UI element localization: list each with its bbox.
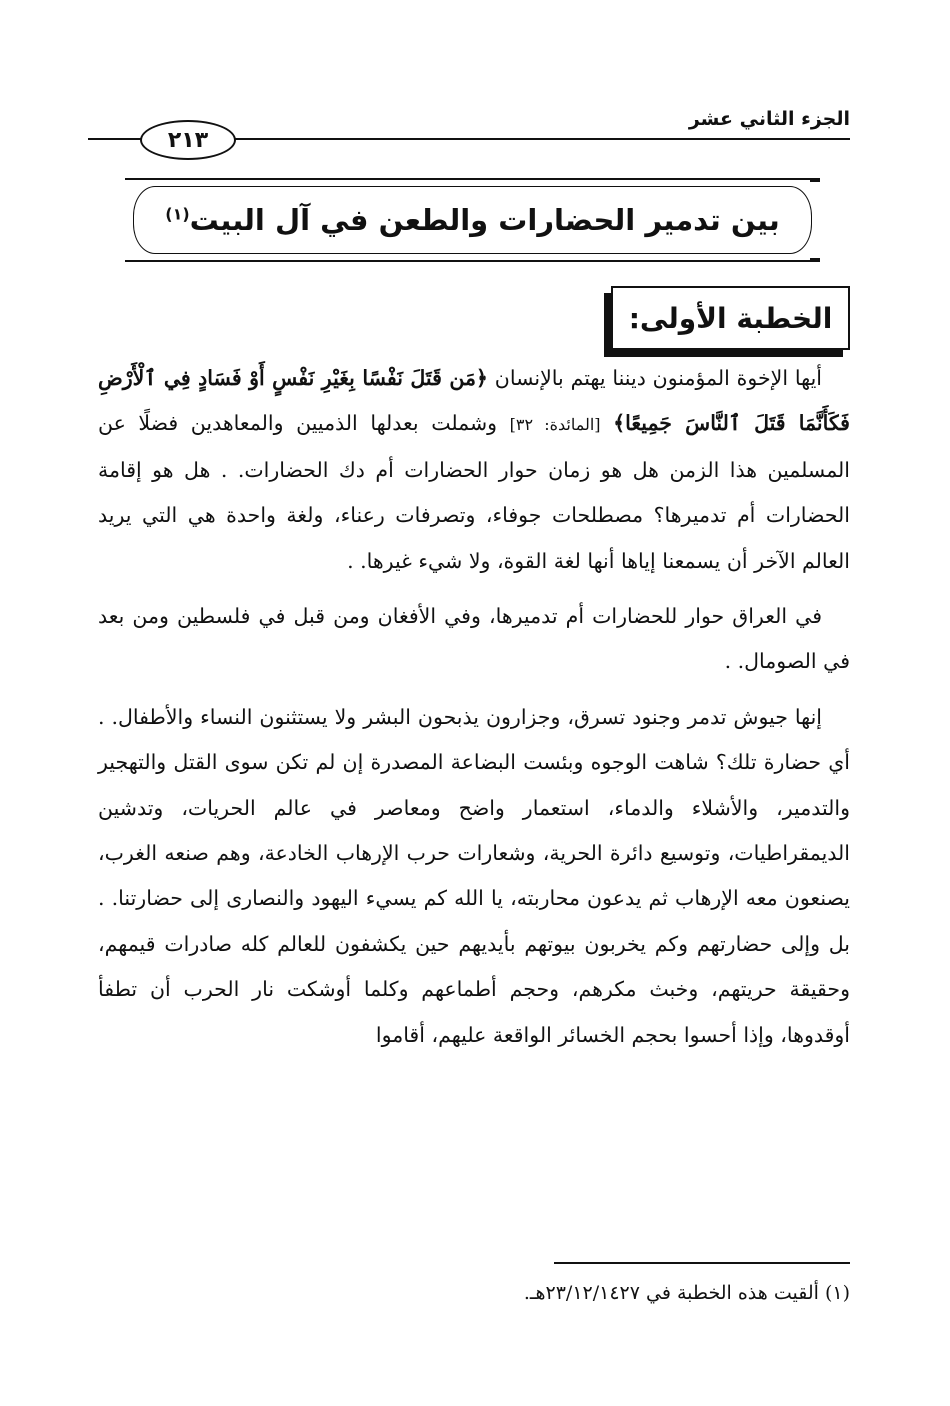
section-heading-box (611, 286, 850, 350)
paragraph-2: في العراق حوار للحضارات أم تدميرها، وفي الأفغان ومن قبل في فلسطين ومن بعد في الصومال. . (98, 604, 850, 674)
section-heading: الخطبة الأولى: (628, 301, 833, 335)
paragraph-1 (98, 356, 850, 584)
running-header: الجزء الثاني عشر (688, 108, 850, 130)
footnote-rule (554, 1262, 850, 1264)
paragraph-1-intro: أيها الإخوة المؤمنون ديننا يهتم بالإنسان (494, 366, 822, 390)
title-inner-border (133, 186, 812, 254)
page-title-text: بين تدمير الحضارات والطعن في آل البيت (189, 203, 780, 237)
footnote: (١) ألقيت هذه الخطبة في ٢٣/١٢/١٤٢٧هـ. (523, 1282, 850, 1304)
page-number: ٢١٣ (140, 120, 236, 160)
quran-verse: ﴿مَن قَتَلَ نَفْسًا بِغَيْرِ نَفْسٍ أَوْ فَسَادٍ فِي ٱلْأَرْضِ فَكَأَنَّمَا قَتَلَ ٱلنَّاسَ جَمِيعًا﴾ (98, 366, 850, 436)
paragraph-1-rest: وشملت بعدلها الذميين والمعاهدين فضلًا عن المسلمين هذا الزمن هل هو زمان حوار الحضارات أم دك الحضارات. . هل هو إقامة الحضارات أم تدميرها؟ مصطلحات جوفاء، وتصرفات رعناء، ولغة واحدة هي التي يريد العالم الآخر أن يسمعنا إياها أنها لغة القوة، ولا شيء غيرها. . (98, 411, 850, 573)
body-text (98, 356, 850, 1058)
title-frame (125, 178, 820, 262)
paragraph-3: إنها جيوش تدمر وجنود تسرق، وجزارون يذبحون البشر ولا يستثنون النساء والأطفال. . أي حضارة تلك؟ شاهت الوجوه وبئست البضاعة المصدرة إن لم تكن سوى القتل والتهجير والتدمير، والأشلاء والدماء، استعمار واضح ومعاصر في عالم الحريات، وتدشين الديمقراطيات، وتوسيع دائرة الحرية، وشعارات حرب الإرهاب الخادعة، وهم صنعه الغرب، يصنعون معه الإرهاب ثم يدعون محاربته، يا الله كم يسيء اليهود والنصارى إلى حضارتنا. . بل وإلى حضارتهم وكم يخربون بيوتهم بأيديهم حين يكشفون للعالم كله صادرات قيمهم، وحقيقة حريتهم، وخبث مكرهم، وحجم أطماعهم وكلما أوشكت نار الحرب أن تطفأ أوقدوها، وإذا أحسوا بحجم الخسائر الواقعة عليهم، أقاموا (98, 704, 850, 1047)
title-footnote-marker[interactable]: (١) (165, 204, 190, 224)
verse-reference: [المائدة: ٣٢] (509, 415, 601, 435)
page-title (165, 203, 779, 237)
